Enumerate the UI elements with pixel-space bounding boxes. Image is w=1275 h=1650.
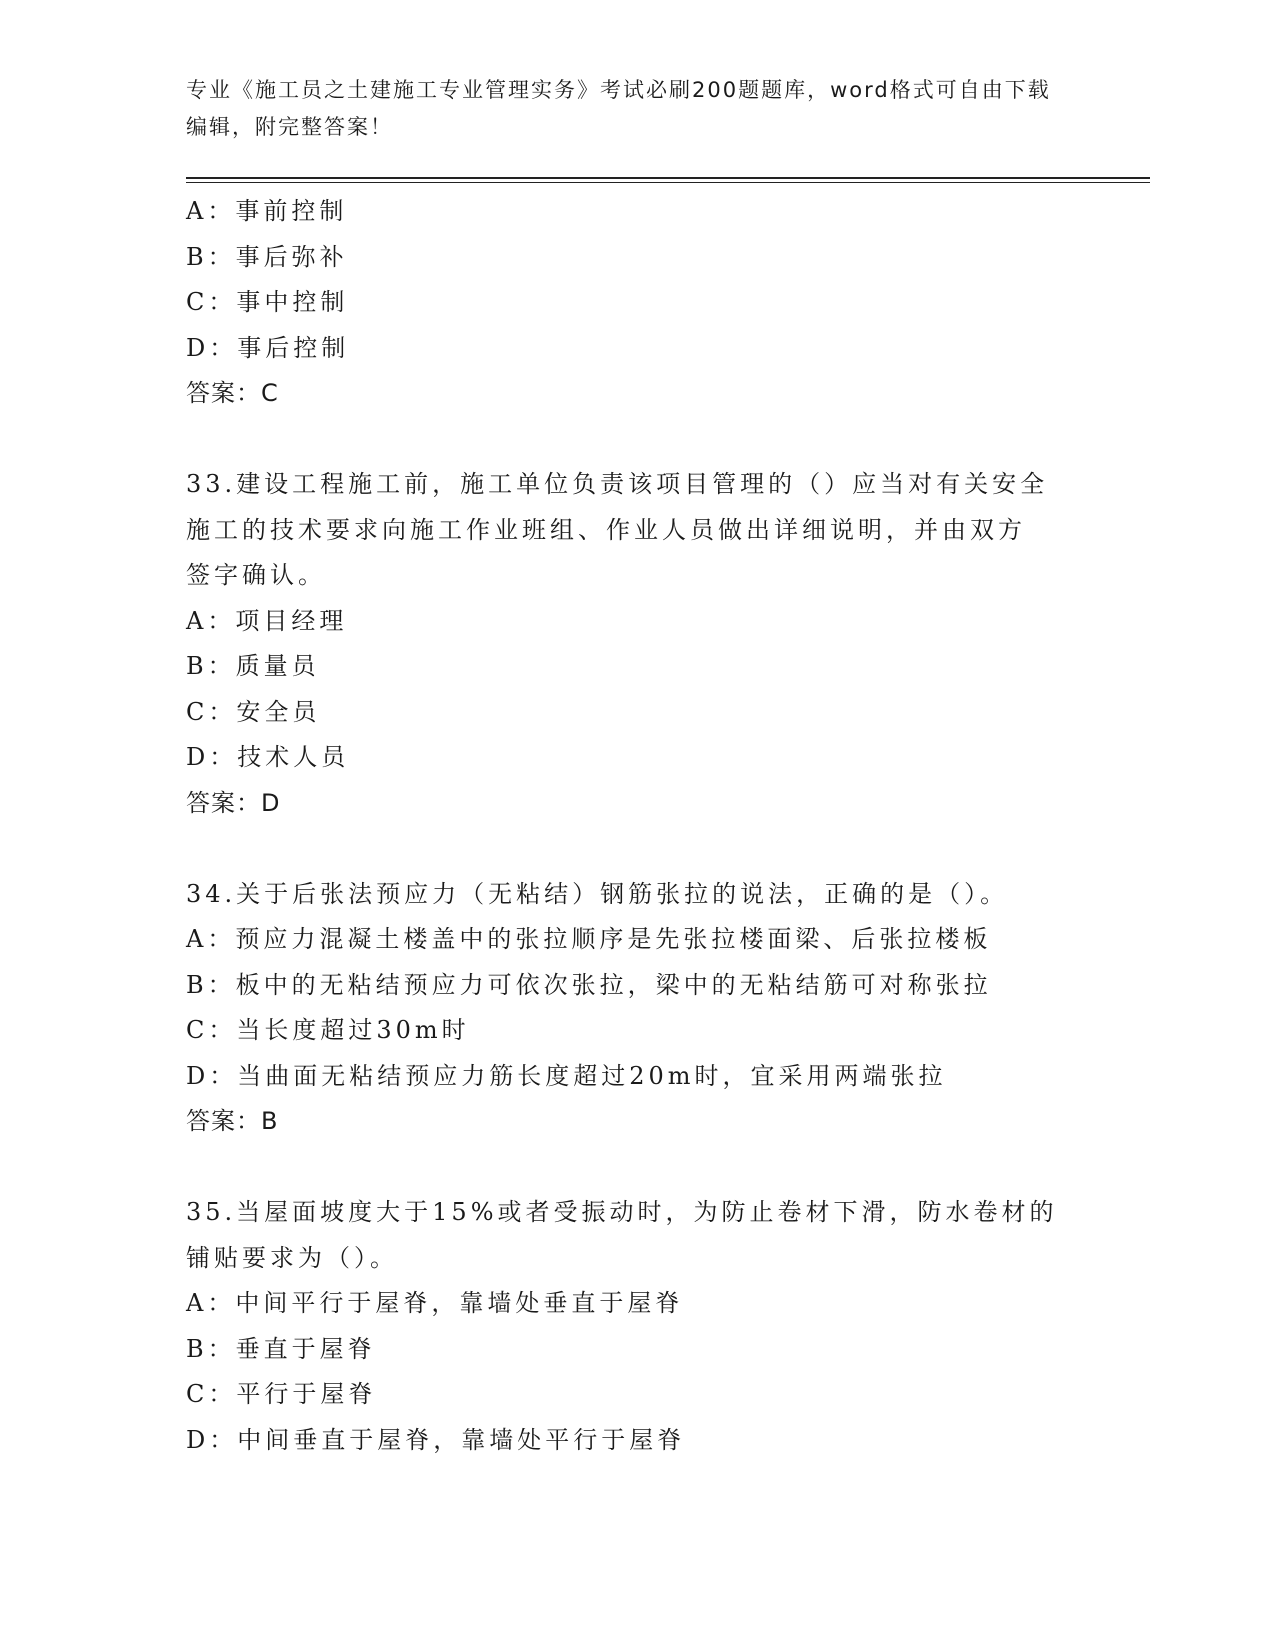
option-b: B：垂直于屋脊 [186,1334,376,1363]
block-spacer [186,417,1086,463]
question-text-line: 33.建设工程施工前，施工单位负责该项目管理的（）应当对有关安全 [186,470,1049,498]
header-divider-thin [186,182,1150,183]
question-text-line: 铺贴要求为（）。 [186,1243,398,1272]
option-b: B：质量员 [186,652,320,680]
option-d: D：技术人员 [186,743,350,771]
option-a: A：预应力混凝土楼盖中的张拉顺序是先张拉楼面梁、后张拉楼板 [186,925,992,953]
option-a: A：中间平行于屋脊，靠墙处垂直于屋脊 [186,1289,684,1317]
option-b: B：板中的无粘结预应力可依次张拉，梁中的无粘结筋可对称张拉 [186,970,992,999]
block-spacer [186,826,1086,872]
question-text-line: 签字确认。 [186,561,326,589]
block-spacer [186,1145,1086,1191]
question-block-34 [186,872,1086,1145]
option-d: D：当曲面无粘结预应力筋长度超过20m时，宜采用两端张拉 [186,1061,947,1090]
answer-line: 答案：B [186,1107,279,1135]
answer-line: 答案：D [186,788,281,817]
option-a: A：事前控制 [186,197,348,225]
option-c: C：平行于屋脊 [186,1380,377,1408]
document-header: 专业《施工员之土建施工专业管理实务》考试必刷200题题库，word格式可自由下载编辑，附完整答案！ [186,78,1051,139]
question-text-line: 施工的技术要求向施工作业班组、作业人员做出详细说明，并由双方 [186,515,1026,544]
option-c: C：事中控制 [186,288,349,316]
question-block-32 [186,189,1086,417]
question-content [186,189,1086,1463]
option-b: B：事后弥补 [186,242,348,271]
option-c: C：当长度超过30m时 [186,1016,470,1044]
question-block-33 [186,462,1086,826]
option-d: D：中间垂直于屋脊，靠墙处平行于屋脊 [186,1425,686,1454]
question-text-line: 34.关于后张法预应力（无粘结）钢筋张拉的说法，正确的是（）。 [186,879,1009,908]
question-block-35 [186,1190,1086,1463]
option-d: D：事后控制 [186,333,350,362]
answer-line: 答案：C [186,379,279,407]
option-c: C：安全员 [186,697,321,726]
question-text-line: 35.当屋面坡度大于15%或者受振动时，为防止卷材下滑，防水卷材的 [186,1198,1058,1226]
option-a: A：项目经理 [186,606,348,635]
header-divider-thick [186,177,1150,179]
